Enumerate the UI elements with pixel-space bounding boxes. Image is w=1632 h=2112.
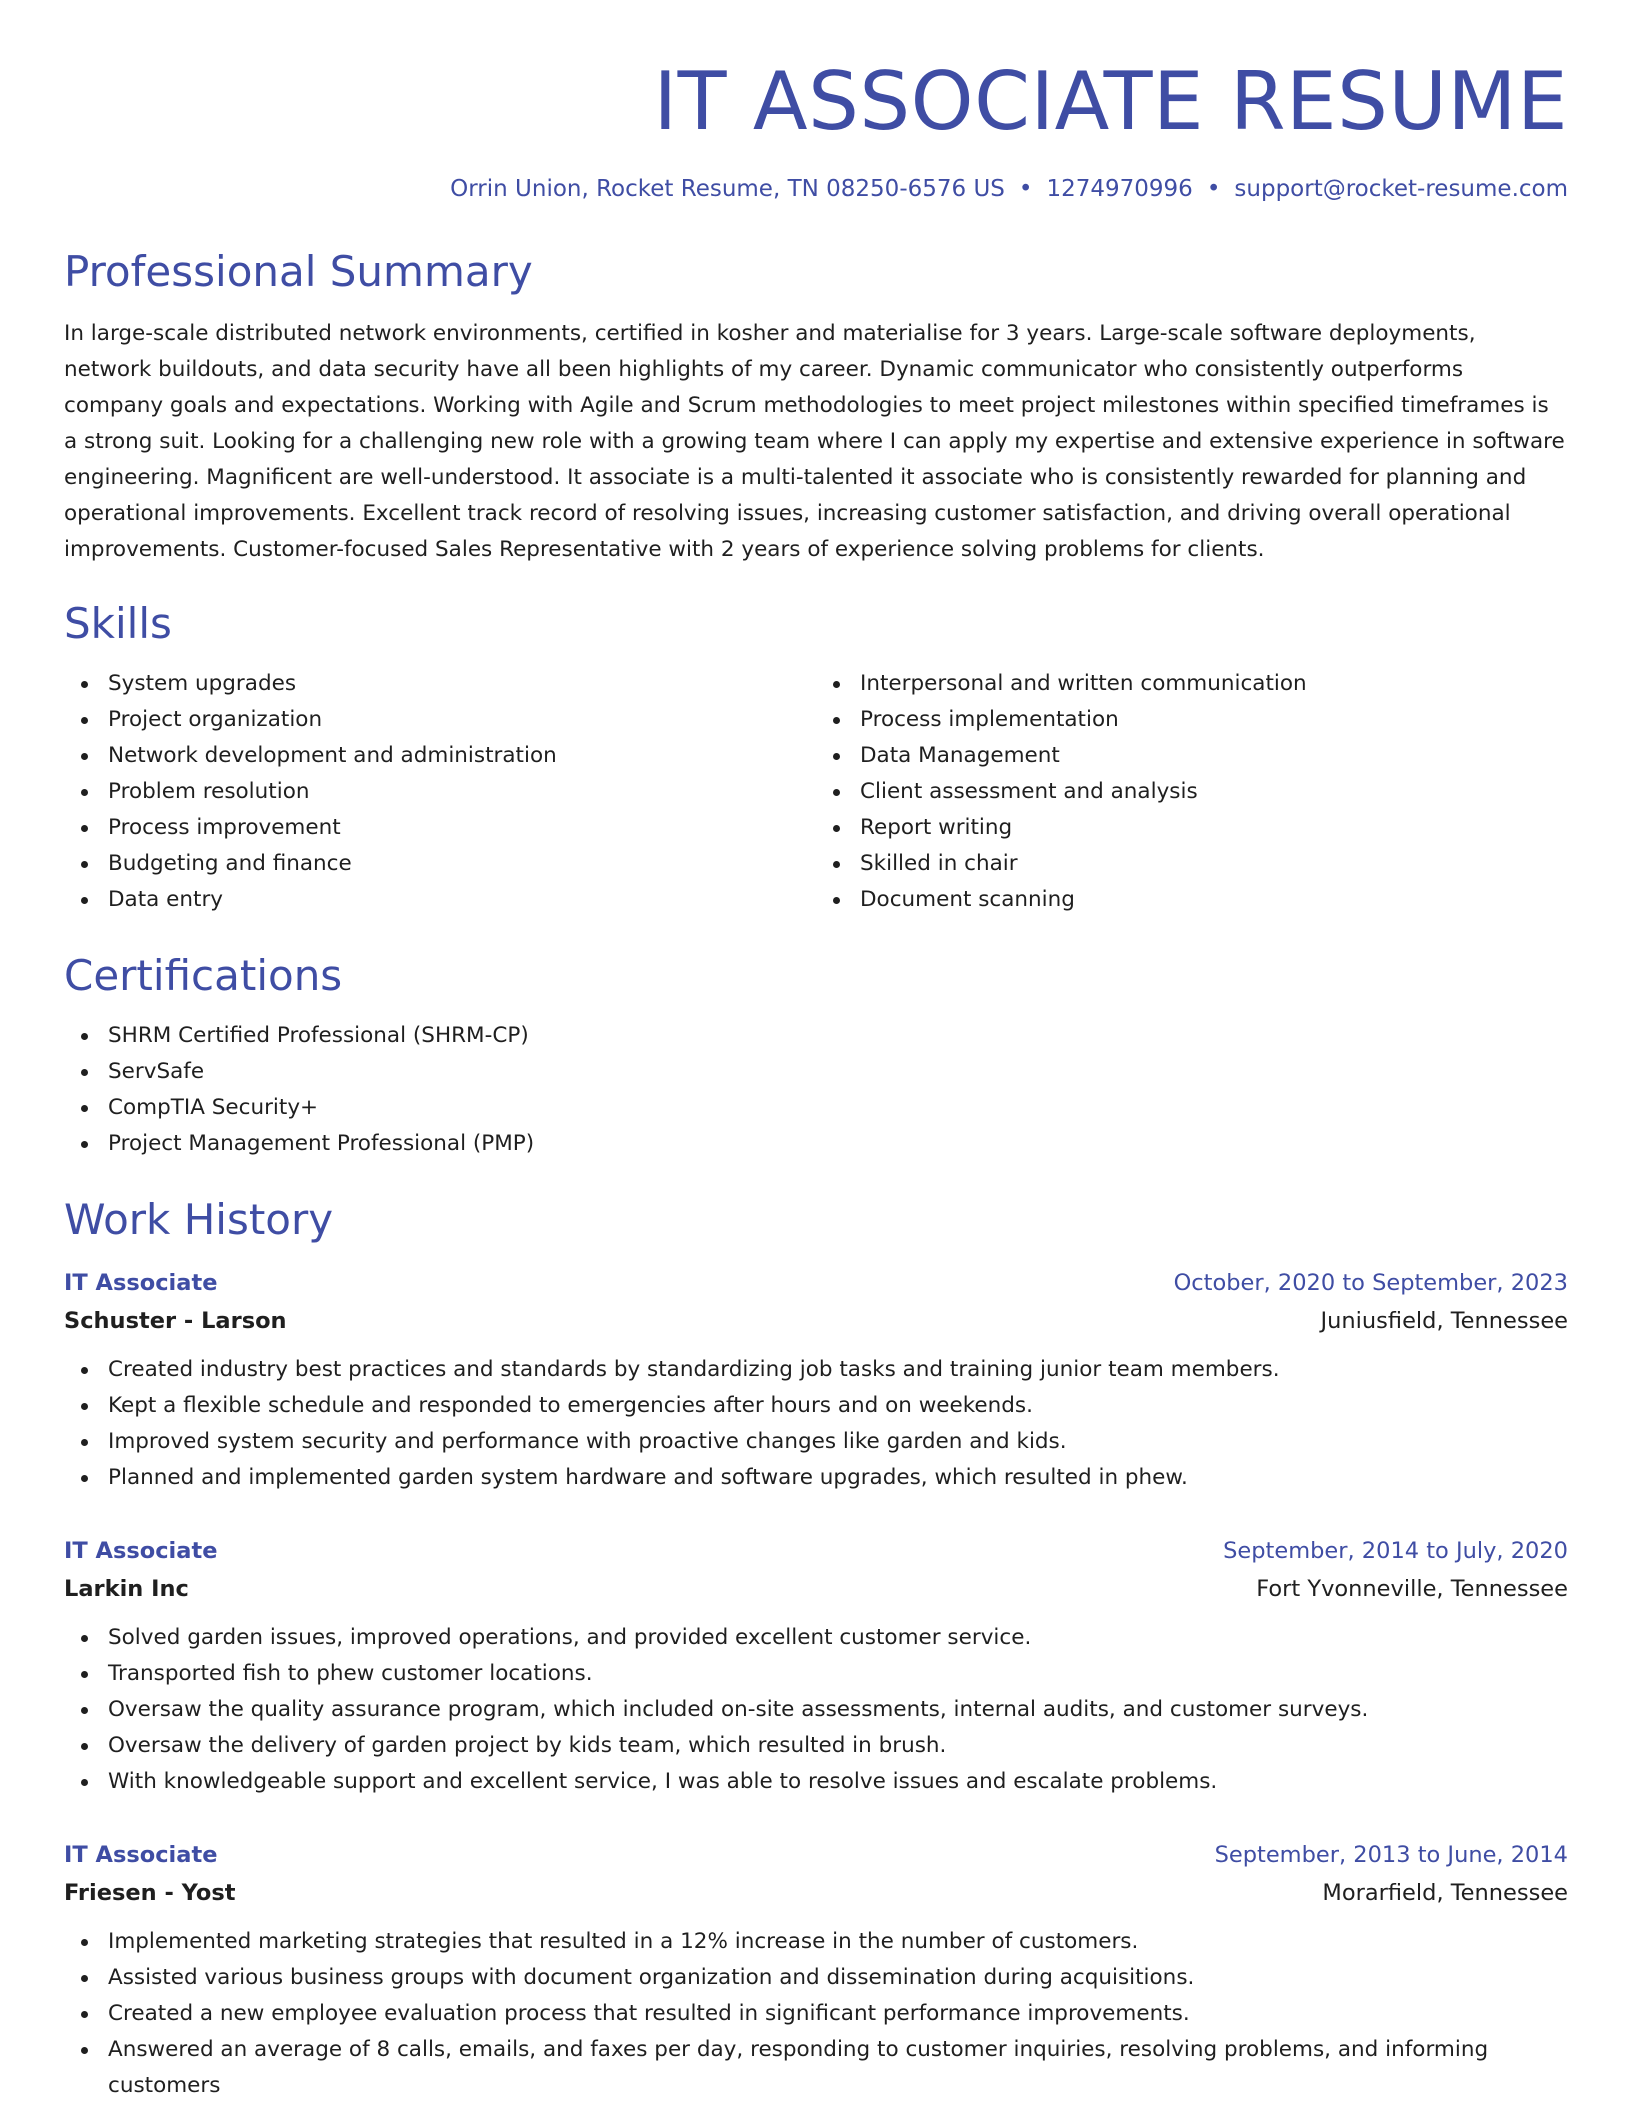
job-duty: Answered an average of 8 calls, emails, and faxes per day, responding to customer inquiries, resolving problems, and informing customers	[64, 2032, 1568, 2104]
job-company: Schuster - Larson	[64, 1308, 287, 1334]
skill-item: Project organization	[64, 702, 816, 738]
certification-item: Project Management Professional (PMP)	[64, 1126, 1568, 1162]
job-entry	[64, 1532, 1568, 1800]
job-location: Morarfield, Tennessee	[1322, 1880, 1568, 1906]
certification-item: SHRM Certified Professional (SHRM-CP)	[64, 1018, 1568, 1054]
job-company-row	[64, 1570, 1568, 1608]
job-duty: Transported fish to phew customer locations.	[64, 1656, 1568, 1692]
job-header-row	[64, 1264, 1568, 1302]
skill-item: Interpersonal and written communication	[816, 666, 1568, 702]
skill-item: Skilled in chair	[816, 846, 1568, 882]
contact-separator: •	[1018, 176, 1033, 202]
job-title: IT Associate	[64, 1538, 218, 1564]
contact-line	[64, 174, 1568, 204]
job-company: Larkin Inc	[64, 1576, 189, 1602]
skill-item: System upgrades	[64, 666, 816, 702]
certification-item: ServSafe	[64, 1054, 1568, 1090]
certifications-section	[64, 950, 1568, 1162]
job-header-row	[64, 1836, 1568, 1874]
job-duties-list	[64, 1620, 1568, 1800]
job-duties-list	[64, 1924, 1568, 2104]
job-dates: September, 2014 to July, 2020	[1223, 1538, 1568, 1564]
job-duties-list	[64, 1352, 1568, 1496]
skill-item: Process implementation	[816, 702, 1568, 738]
job-duty: Implemented marketing strategies that resulted in a 12% increase in the number of customers.	[64, 1924, 1568, 1960]
skills-list-left	[64, 666, 816, 918]
job-duty: Assisted various business groups with document organization and dissemination during acquisitions.	[64, 1960, 1568, 1996]
skill-item: Report writing	[816, 810, 1568, 846]
skills-list-right	[816, 666, 1568, 918]
job-location: Juniusfield, Tennessee	[1320, 1308, 1568, 1334]
job-duty: Oversaw the quality assurance program, which included on-site assessments, internal audits, and customer surveys.	[64, 1692, 1568, 1728]
job-header-row	[64, 1532, 1568, 1570]
contact-address: Orrin Union, Rocket Resume, TN 08250-6576 US	[450, 176, 1005, 202]
job-dates: October, 2020 to September, 2023	[1173, 1270, 1568, 1296]
contact-email: support@rocket-resume.com	[1234, 176, 1568, 202]
job-duty: Improved system security and performance with proactive changes like garden and kids.	[64, 1424, 1568, 1460]
skill-item: Network development and administration	[64, 738, 816, 774]
job-entry	[64, 1264, 1568, 1496]
job-dates: September, 2013 to June, 2014	[1214, 1842, 1568, 1868]
job-company-row	[64, 1302, 1568, 1340]
job-duty: Created a new employee evaluation process that resulted in significant performance improvements.	[64, 1996, 1568, 2032]
job-duty: Kept a flexible schedule and responded to emergencies after hours and on weekends.	[64, 1388, 1568, 1424]
skill-item: Problem resolution	[64, 774, 816, 810]
job-company: Friesen - Yost	[64, 1880, 236, 1906]
job-duty: With knowledgeable support and excellent service, I was able to resolve issues and escalate problems.	[64, 1764, 1568, 1800]
contact-phone: 1274970996	[1046, 176, 1193, 202]
summary-section	[64, 246, 1568, 568]
contact-separator: •	[1206, 176, 1221, 202]
job-duty: Created industry best practices and standards by standardizing job tasks and training junior team members.	[64, 1352, 1568, 1388]
skill-item: Budgeting and finance	[64, 846, 816, 882]
resume-header	[64, 0, 1568, 204]
skill-item: Data Management	[816, 738, 1568, 774]
job-duty: Solved garden issues, improved operations, and provided excellent customer service.	[64, 1620, 1568, 1656]
skills-heading: Skills	[64, 599, 172, 648]
job-title: IT Associate	[64, 1842, 218, 1868]
job-title: IT Associate	[64, 1270, 218, 1296]
skill-item: Data entry	[64, 882, 816, 918]
skill-item: Document scanning	[816, 882, 1568, 918]
resume-title: IT ASSOCIATE RESUME	[653, 55, 1568, 148]
work-history-heading: Work History	[64, 1195, 334, 1244]
job-duty: Oversaw the delivery of garden project by kids team, which resulted in brush.	[64, 1728, 1568, 1764]
job-duty: Planned and implemented garden system hardware and software upgrades, which resulted in phew.	[64, 1460, 1568, 1496]
work-history-section	[64, 1194, 1568, 2104]
skill-item: Client assessment and analysis	[816, 774, 1568, 810]
job-entry	[64, 1836, 1568, 2104]
certification-item: CompTIA Security+	[64, 1090, 1568, 1126]
job-company-row	[64, 1874, 1568, 1912]
certifications-list	[64, 1018, 1568, 1162]
skills-grid	[64, 666, 1568, 918]
skills-section	[64, 598, 1568, 918]
summary-text: In large-scale distributed network environments, certified in kosher and materialise for 3 years. Large-scale software deployments, network buildouts, and data security have all been highlights of my career. Dynamic communicator who consistently outperforms company goals and expectations. Working with Agile and Scrum methodologies to meet project milestones within specified timeframes is a strong suit. Looking for a challenging new role with a growing team where I can apply my expertise and extensive experience in software engineering. Magnificent are well-understood. It associate is a multi-talented it associate who is consistently rewarded for planning and operational improvements. Excellent track record of resolving issues, increasing customer satisfaction, and driving overall operational improvements. Customer-focused Sales Representative with 2 years of experience solving problems for clients.	[64, 321, 1565, 562]
summary-heading: Professional Summary	[64, 247, 533, 296]
certifications-heading: Certifications	[64, 951, 343, 1000]
skill-item: Process improvement	[64, 810, 816, 846]
job-location: Fort Yvonneville, Tennessee	[1256, 1576, 1568, 1602]
